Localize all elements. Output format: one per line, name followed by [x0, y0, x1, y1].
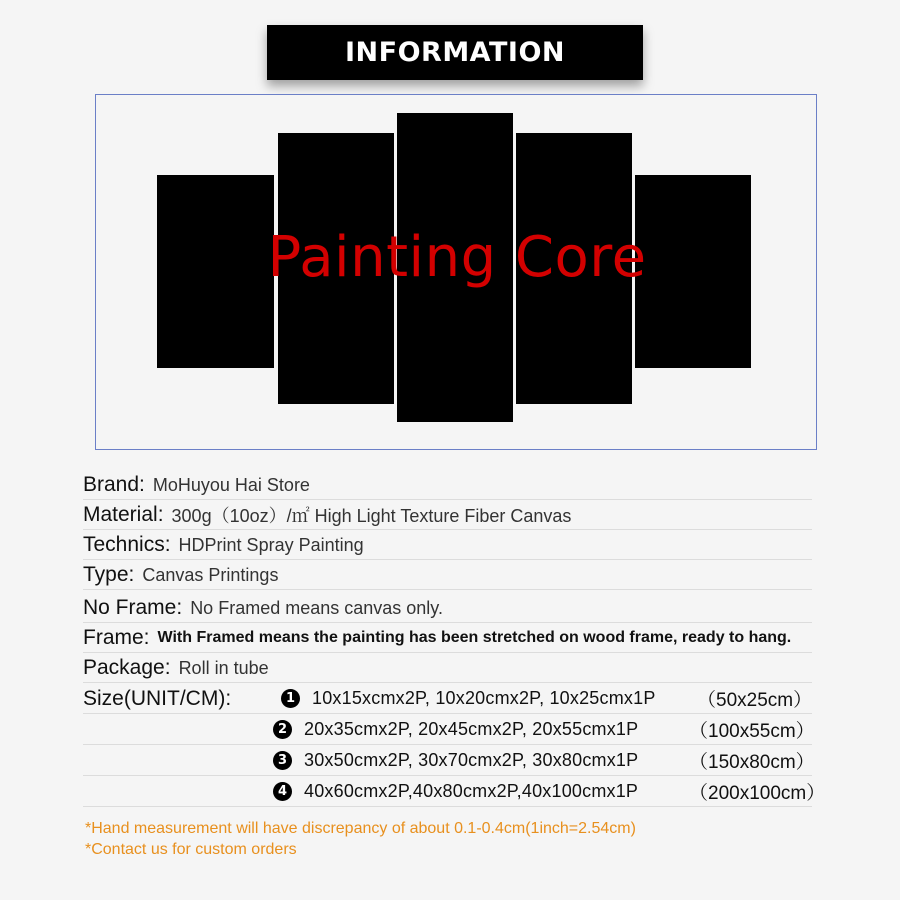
size-total: （150x80cm）: [689, 752, 815, 773]
canvas-preview: [95, 94, 817, 450]
spec-label: Type:: [83, 563, 135, 586]
size-total: （50x25cm）: [697, 690, 813, 711]
spec-label: Technics:: [83, 533, 171, 556]
size-panels: 30x50cmx2P, 30x70cmx2P, 30x80cmx1P: [304, 750, 639, 770]
spec-value: Roll in tube: [178, 657, 269, 678]
spec-row-no-frame: [83, 593, 843, 623]
spec-label: Brand:: [83, 473, 145, 496]
note-measurement: *Hand measurement will have discrepancy of about 0.1-0.4cm(1inch=2.54cm): [85, 820, 636, 837]
size-panels: 10x15xcmx2P, 10x20cmx2P, 10x25cmx1P: [312, 688, 656, 708]
spec-list: [83, 470, 843, 807]
spec-value: MoHuyou Hai Store: [152, 474, 310, 495]
option-number-2: 2: [273, 720, 292, 739]
spec-label: Material:: [83, 503, 164, 526]
option-number-4: 4: [273, 782, 292, 801]
size-panels: 20x35cmx2P, 20x45cmx2P, 20x55cmx1P: [304, 719, 639, 739]
notes: [85, 818, 636, 860]
size-row-4: [83, 776, 843, 807]
spec-label: Package:: [83, 656, 171, 679]
size-total: （200x100cm）: [689, 783, 826, 804]
spec-row-package: [83, 653, 843, 683]
size-total: （100x55cm）: [689, 721, 815, 742]
spec-value: With Framed means the painting has been stretched on wood frame, ready to hang.: [157, 629, 792, 646]
painting-core-text: Painting Core: [267, 225, 647, 290]
spec-row-type: [83, 560, 843, 590]
option-number-3: 3: [273, 751, 292, 770]
note-custom-orders: *Contact us for custom orders: [85, 841, 297, 858]
spec-label: No Frame:: [83, 596, 183, 619]
size-label: Size(UNIT/CM):: [83, 686, 232, 710]
size-row-3: [83, 745, 843, 776]
spec-value: Canvas Printings: [142, 564, 279, 585]
spec-value: No Framed means canvas only.: [190, 597, 443, 618]
size-row-1: [83, 683, 843, 714]
spec-row-material: [83, 500, 843, 530]
information-title: INFORMATION: [267, 25, 643, 80]
size-panels: 40x60cmx2P,40x80cmx2P,40x100cmx1P: [304, 781, 639, 801]
spec-label: Frame:: [83, 626, 150, 649]
spec-value: 300g（10oz）/㎡ High Light Texture Fiber Canvas: [171, 506, 572, 526]
spec-row-brand: [83, 470, 843, 500]
spec-value: HDPrint Spray Painting: [178, 534, 364, 555]
size-row-2: [83, 714, 843, 745]
option-number-1: 1: [281, 689, 300, 708]
spec-row-technics: [83, 530, 843, 560]
spec-row-frame: [83, 623, 843, 653]
